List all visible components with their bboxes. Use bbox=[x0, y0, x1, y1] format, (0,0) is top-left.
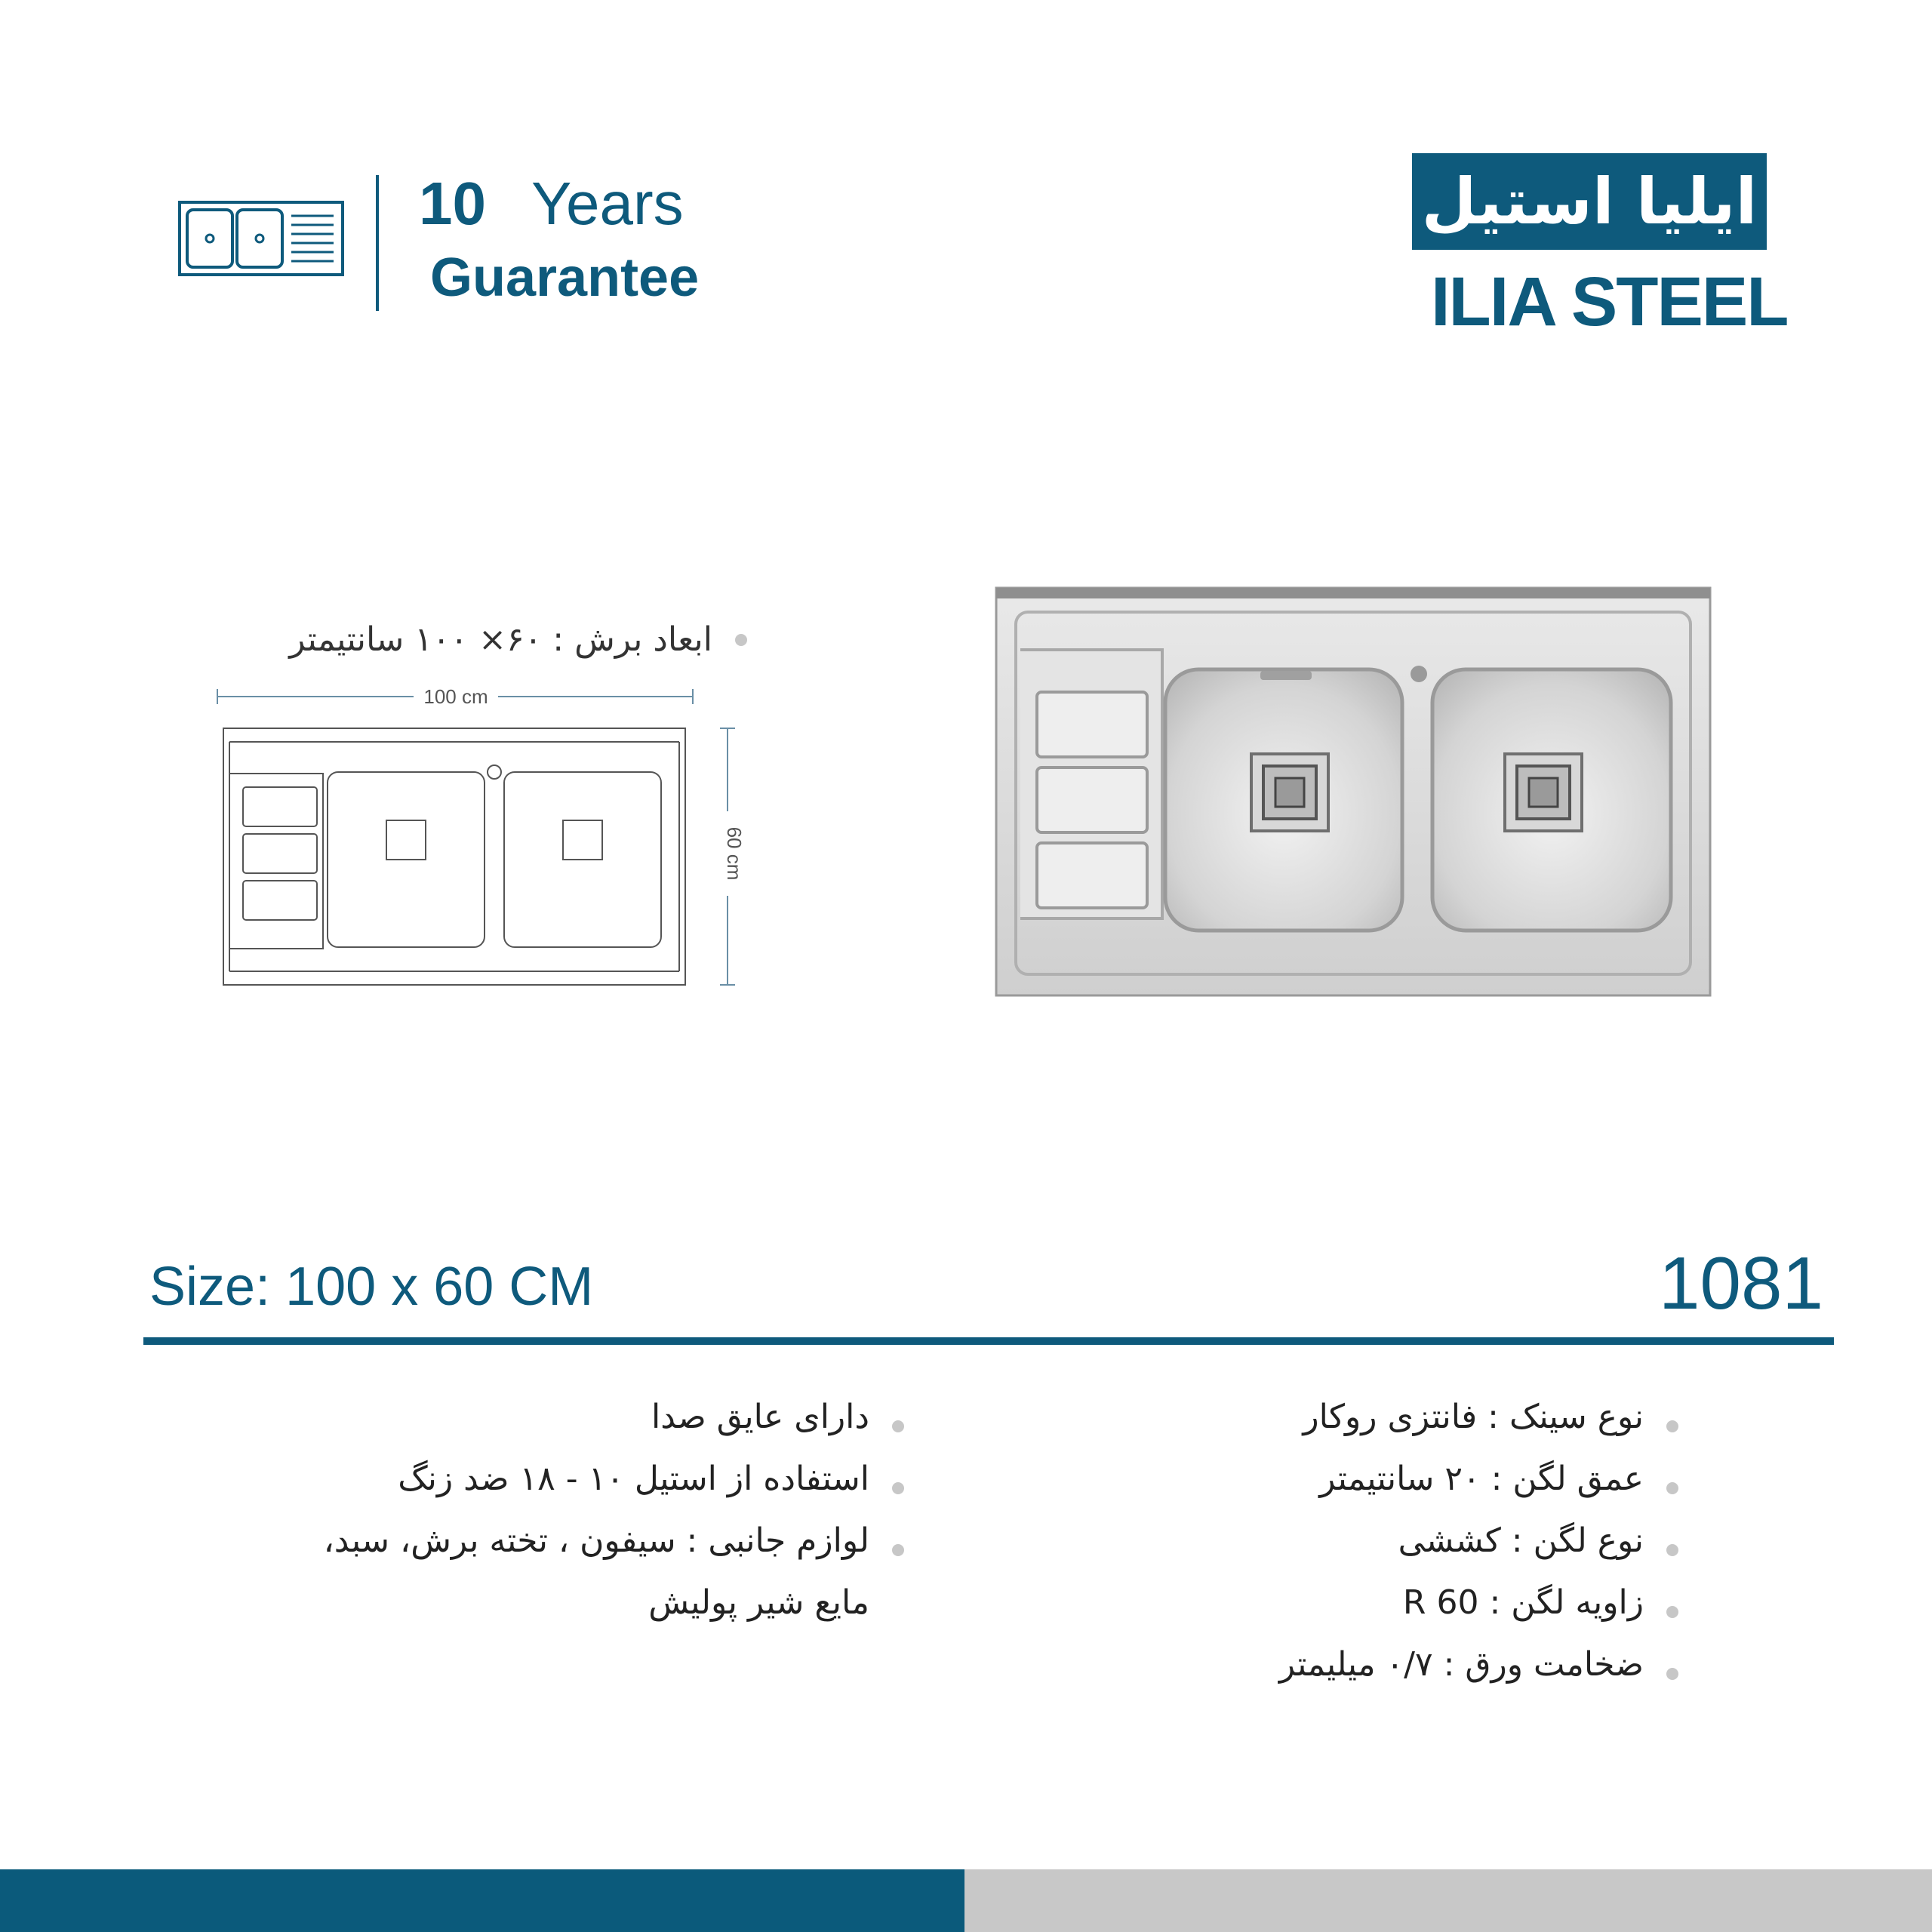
diagram-width-label: 100 cm bbox=[423, 685, 488, 708]
bullet-icon bbox=[1666, 1544, 1678, 1556]
bullet-icon bbox=[1666, 1420, 1678, 1432]
bullet-icon bbox=[892, 1482, 904, 1494]
feature-text: ضخامت ورق : ۰/۷ میلیمتر bbox=[1278, 1645, 1644, 1684]
features-list-right bbox=[1279, 1396, 1678, 1706]
feature-text: عمق لگن : ۲۰ سانتیمتر bbox=[1319, 1460, 1644, 1498]
diagram-height-label: 60 cm bbox=[723, 826, 746, 881]
footer-bar-right bbox=[964, 1869, 1932, 1932]
feature-line: مایع شیر پولیش bbox=[648, 1583, 869, 1622]
bullet-icon bbox=[892, 1420, 904, 1432]
brand-name-fa: ایلیا استیل bbox=[1421, 165, 1758, 238]
list-item bbox=[1279, 1582, 1678, 1624]
guarantee-years bbox=[419, 168, 684, 240]
footer-bar-left bbox=[0, 1869, 964, 1932]
bullet-icon bbox=[1666, 1668, 1678, 1680]
feature-text: نوع لگن : کششی bbox=[1398, 1521, 1644, 1560]
list-item bbox=[1279, 1458, 1678, 1500]
list-item bbox=[1279, 1520, 1678, 1562]
model-number: 1081 bbox=[1659, 1241, 1824, 1324]
list-item bbox=[324, 1458, 904, 1500]
guarantee-label: Guarantee bbox=[430, 248, 700, 308]
bullet-icon bbox=[735, 634, 747, 646]
list-item bbox=[324, 1520, 904, 1624]
sink-dimension-diagram bbox=[210, 683, 753, 1000]
list-item bbox=[1279, 1644, 1678, 1686]
divider-rule bbox=[143, 1337, 1834, 1345]
features-list-left bbox=[324, 1396, 904, 1644]
guarantee-divider bbox=[376, 175, 379, 311]
cut-dimensions: ابعاد برش : ۶۰× ۱۰۰ سانتیمتر bbox=[289, 620, 712, 659]
cut-dimensions-row bbox=[289, 620, 747, 659]
feature-text: زاویه لگن : R 60 bbox=[1402, 1583, 1644, 1622]
bullet-icon bbox=[1666, 1606, 1678, 1618]
sink-outline-icon bbox=[178, 201, 344, 276]
bullet-icon bbox=[1666, 1482, 1678, 1494]
brand-logo bbox=[1412, 153, 1767, 250]
bullet-icon bbox=[892, 1544, 904, 1556]
list-item bbox=[1279, 1396, 1678, 1438]
feature-text-multiline bbox=[324, 1520, 869, 1624]
feature-text: نوع سینک : فانتزی روکار bbox=[1303, 1398, 1644, 1436]
guarantee-number: 10 bbox=[419, 170, 486, 237]
feature-line: لوازم جانبی : سیفون ، تخته برش، سبد، bbox=[323, 1521, 869, 1560]
feature-text: دارای عایق صدا bbox=[651, 1398, 869, 1436]
guarantee-unit: Years bbox=[531, 170, 684, 237]
brand-name-en: ILIA STEEL bbox=[1431, 263, 1788, 340]
sink-product-image bbox=[995, 585, 1712, 1000]
feature-text: استفاده از استیل ۱۰ - ۱۸ ضد زنگ bbox=[398, 1460, 869, 1498]
size-label: Size: 100 x 60 CM bbox=[149, 1257, 594, 1317]
list-item bbox=[324, 1396, 904, 1438]
